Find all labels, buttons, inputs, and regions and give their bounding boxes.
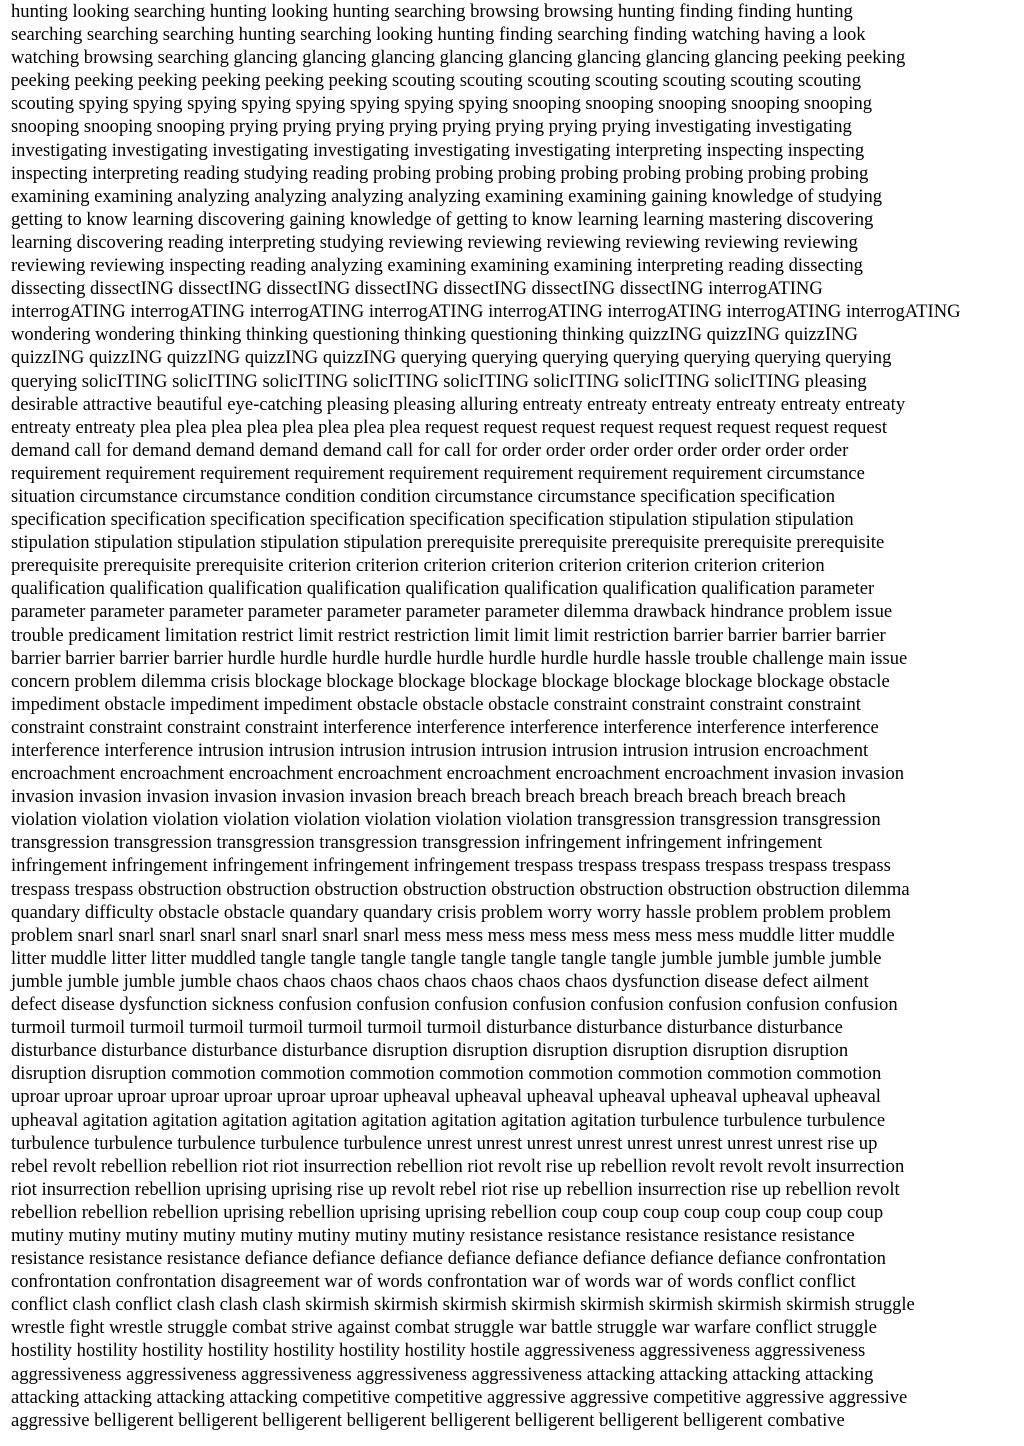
- text-line: turmoil turmoil turmoil turmoil turmoil turmoil turmoil turmoil disturbance disturbance disturbance disturbance: [11, 1017, 843, 1039]
- text-line: litter muddle litter litter muddled tangle tangle tangle tangle tangle tangle tangle tangle jumble jumble jumble jumble: [11, 947, 882, 969]
- text-line: hostility hostility hostility hostility hostility hostility hostility hostile aggressiveness aggressiveness aggressiveness: [11, 1340, 866, 1362]
- text-line: jumble jumble jumble jumble chaos chaos chaos chaos chaos chaos chaos chaos dysfunction disease defect ailment: [11, 970, 869, 992]
- text-line: peeking peeking peeking peeking peeking peeking scouting scouting scouting scouting scouting scouting scouting: [11, 70, 861, 92]
- text-line: hunting looking searching hunting looking hunting searching browsing browsing hunting finding finding hunting: [11, 1, 853, 22]
- text-line: quandary difficulty obstacle obstacle quandary quandary crisis problem worry worry hassle problem problem problem: [11, 901, 892, 923]
- text-line: stipulation stipulation stipulation stipulation stipulation prerequisite prerequisite prerequisite prerequisite prerequisite: [11, 532, 885, 554]
- text-line: scouting spying spying spying spying spying spying spying spying snooping snooping snooping snooping snooping: [11, 93, 873, 115]
- text-line: disruption disruption commotion commotion commotion commotion commotion commotion commotion commotion: [11, 1063, 882, 1085]
- text-line: barrier barrier barrier barrier hurdle hurdle hurdle hurdle hurdle hurdle hurdle hurdle hassle trouble challenge main issue: [11, 647, 908, 669]
- text-line: concern problem dilemma crisis blockage blockage blockage blockage blockage blockage blockage blockage obstacle: [11, 670, 890, 692]
- text-line: interference interference intrusion intrusion intrusion intrusion intrusion intrusion intrusion intrusion encroachment: [11, 740, 869, 761]
- text-line: examining examining analyzing analyzing analyzing analyzing examining examining gaining knowledge of studying: [11, 185, 883, 207]
- text-line: qualification qualification qualification qualification qualification qualification qualification qualification parameter: [11, 578, 875, 600]
- text-line: mutiny mutiny mutiny mutiny mutiny mutiny mutiny mutiny resistance resistance resistance resistance resistance: [11, 1224, 855, 1246]
- text-line: upheaval agitation agitation agitation agitation agitation agitation agitation agitation turbulence turbulence turbulence: [11, 1109, 886, 1131]
- text-line: encroachment encroachment encroachment encroachment encroachment encroachment encroachment invasion invasion: [11, 763, 905, 785]
- text-line: disturbance disturbance disturbance disturbance disruption disruption disruption disruption disruption disruption: [11, 1040, 849, 1062]
- text-line: attacking attacking attacking attacking competitive competitive aggressive aggressive competitive aggressive aggressive: [11, 1386, 908, 1408]
- text-line: searching searching searching hunting searching looking hunting finding searching finding watching having a look: [11, 24, 866, 46]
- text-line: querying solicITING solicITING solicITING solicITING solicITING solicITING solicITING solicITING pleasing: [11, 370, 867, 392]
- text-line: investigating investigating investigating investigating investigating investigating interpreting inspecting inspecting: [11, 139, 865, 161]
- text-line: wondering wondering thinking thinking questioning thinking questioning thinking quizzING quizzING quizzING: [11, 324, 858, 346]
- text-line: turbulence turbulence turbulence turbulence turbulence unrest unrest unrest unrest unrest unrest unrest unrest rise up: [11, 1132, 878, 1154]
- text-line: wrestle fight wrestle struggle combat strive against combat struggle war battle struggle war warfare conflict struggle: [11, 1317, 877, 1339]
- text-line: aggressive belligerent belligerent belligerent belligerent belligerent belligerent belligerent belligerent combative: [11, 1409, 845, 1431]
- text-line: learning discovering reading interpreting studying reviewing reviewing reviewing reviewing reviewing reviewing: [11, 231, 858, 253]
- text-line: interrogATING interrogATING interrogATING interrogATING interrogATING interrogATING interrogATING interrogATING: [11, 301, 961, 323]
- text-line: problem snarl snarl snarl snarl snarl snarl snarl snarl mess mess mess mess mess mess mess mess muddle litter muddle: [11, 924, 895, 946]
- text-line: desirable attractive beautiful eye-catching pleasing pleasing alluring entreaty entreaty entreaty entreaty entreaty entreaty: [11, 393, 906, 415]
- text-line: prerequisite prerequisite prerequisite criterion criterion criterion criterion criterion criterion criterion criterion: [11, 555, 825, 577]
- text-line: dissecting dissectING dissectING dissectING dissectING dissectING dissectING dissectING interrogATING: [11, 278, 823, 300]
- text-line: requirement requirement requirement requirement requirement requirement requirement requirement circumstance: [11, 462, 865, 484]
- text-line: inspecting interpreting reading studying reading probing probing probing probing probing probing probing probing: [11, 162, 869, 184]
- text-line: impediment obstacle impediment impediment obstacle obstacle obstacle constraint constraint constraint constraint: [11, 693, 861, 715]
- text-line: infringement infringement infringement infringement infringement trespass trespass trespass trespass trespass trespass: [11, 855, 891, 877]
- text-line: reviewing reviewing inspecting reading analyzing examining examining examining interpreting reading dissecting: [11, 255, 863, 277]
- text-line: invasion invasion invasion invasion invasion invasion breach breach breach breach breach breach breach breach: [11, 786, 846, 808]
- text-line: parameter parameter parameter parameter parameter parameter parameter dilemma drawback hindrance problem issue: [11, 601, 893, 623]
- text-line: violation violation violation violation violation violation violation violation transgression transgression transgression: [11, 809, 881, 831]
- text-line: transgression transgression transgression transgression transgression infringement infringement infringement: [11, 832, 823, 854]
- text-line: confrontation confrontation disagreement war of words confrontation war of words war of words conflict conflict: [11, 1271, 856, 1293]
- text-line: getting to know learning discovering gaining knowledge of getting to know learning learning mastering discovering: [11, 208, 874, 230]
- text-line: trespass trespass obstruction obstruction obstruction obstruction obstruction obstruction obstruction obstruction dilemma: [11, 878, 910, 900]
- text-line: specification specification specification specification specification specification stipulation stipulation stipulation: [11, 509, 854, 531]
- document-body: [11, 0, 1013, 1432]
- text-line: demand call for demand demand demand demand call for call for order order order order order order order order: [11, 439, 849, 461]
- text-line: snooping snooping snooping prying prying prying prying prying prying prying prying investigating investigating: [11, 116, 852, 138]
- text-line: entreaty entreaty plea plea plea plea plea plea plea plea request request request request request request request request: [11, 416, 888, 438]
- text-line: trouble predicament limitation restrict limit restrict restriction limit limit limit restriction barrier barrier barrier barrier: [11, 624, 886, 646]
- text-line: uproar uproar uproar uproar uproar uproar uproar upheaval upheaval upheaval upheaval upheaval upheaval upheaval: [11, 1086, 881, 1108]
- text-line: constraint constraint constraint constraint interference interference interference interference interference interference: [11, 716, 879, 738]
- text-line: resistance resistance resistance defiance defiance defiance defiance defiance defiance defiance defiance confrontation: [11, 1248, 886, 1270]
- text-line: aggressiveness aggressiveness aggressiveness aggressiveness aggressiveness attacking attacking attacking attacking: [11, 1363, 874, 1385]
- text-line: quizzING quizzING quizzING quizzING quizzING querying querying querying querying querying querying querying: [11, 347, 892, 369]
- text-line: defect disease dysfunction sickness confusion confusion confusion confusion confusion confusion confusion confusion: [11, 994, 898, 1016]
- text-line: rebellion rebellion rebellion uprising rebellion uprising uprising rebellion coup coup coup coup coup coup coup coup: [11, 1201, 884, 1223]
- text-line: watching browsing searching glancing glancing glancing glancing glancing glancing glancing glancing peeking peeking: [11, 47, 906, 69]
- text-line: riot insurrection rebellion uprising uprising rise up revolt rebel riot rise up rebellion insurrection rise up rebellion revolt: [11, 1178, 900, 1200]
- text-line: situation circumstance circumstance condition condition circumstance circumstance specification specification: [11, 485, 836, 507]
- text-line: conflict clash conflict clash clash clash skirmish skirmish skirmish skirmish skirmish skirmish skirmish skirmish struggle: [11, 1294, 915, 1316]
- text-line: rebel revolt rebellion rebellion riot riot insurrection rebellion riot revolt rise up rebellion revolt revolt revolt insurrection: [11, 1155, 905, 1177]
